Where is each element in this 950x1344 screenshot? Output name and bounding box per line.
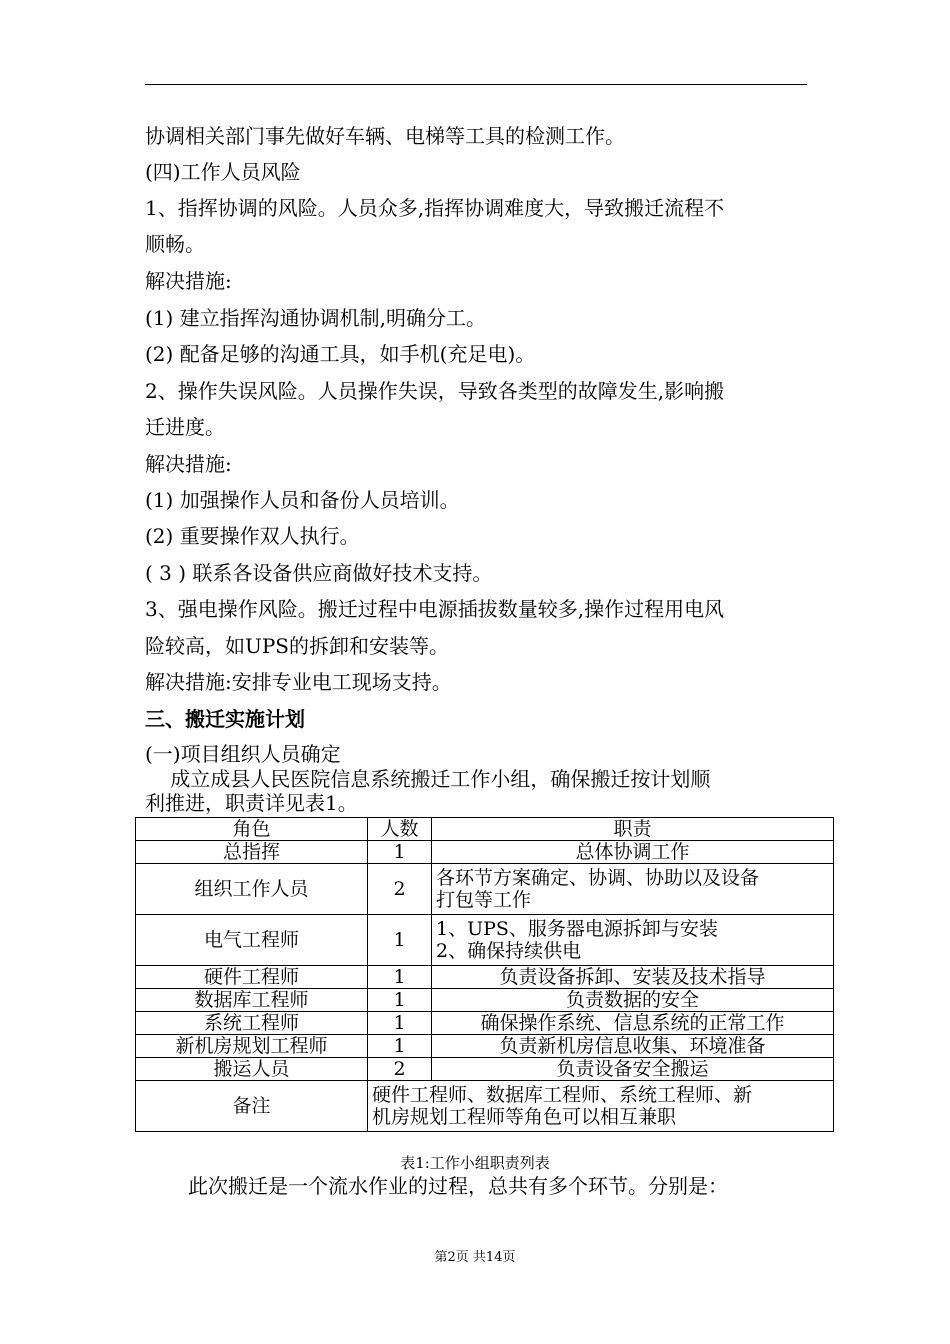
body-line: 解决措施:: [145, 452, 232, 476]
table-header-row: [136, 818, 834, 841]
table-row: [136, 864, 834, 915]
count-cell: 1: [368, 1035, 432, 1058]
table-row: [136, 1012, 834, 1035]
role-cell: 电气工程师: [136, 915, 368, 966]
body-line: (2) 配备足够的沟通工具，如手机(充足电)。: [145, 342, 536, 366]
table-row: [136, 989, 834, 1012]
note-line: 机房规划工程师等角色可以相互兼职: [372, 1106, 677, 1128]
subsection-heading: (四)工作人员风险: [145, 160, 301, 184]
count-cell: 1: [368, 841, 432, 864]
duty-line: 1、UPS、服务器电源拆卸与安装: [436, 918, 718, 940]
body-line: 解决措施:安排专业电工现场支持。: [145, 670, 452, 694]
duty-table: [135, 817, 834, 1132]
section-heading: 三、搬迁实施计划: [145, 707, 305, 731]
note-label-cell: 备注: [136, 1081, 368, 1132]
body-line: 顺畅。: [145, 232, 205, 256]
role-cell: 系统工程师: [136, 1012, 368, 1035]
duty-cell: 总体协调工作: [432, 841, 834, 864]
count-cell: 2: [368, 864, 432, 915]
table-header-duty: 职责: [432, 818, 834, 841]
table-header-role: 角色: [136, 818, 368, 841]
table-row: [136, 915, 834, 966]
table-header-count: 人数: [368, 818, 432, 841]
role-cell: 搬运人员: [136, 1058, 368, 1081]
count-cell: 1: [368, 1012, 432, 1035]
duty-cell: 负责设备拆卸、安装及技术指导: [432, 966, 834, 989]
body-line: 迁进度。: [145, 415, 225, 439]
note-cell: [368, 1081, 834, 1132]
duty-cell: 负责新机房信息收集、环境准备: [432, 1035, 834, 1058]
duty-cell: 负责设备安全搬运: [432, 1058, 834, 1081]
table-caption: 表1:工作小组职责列表: [400, 1154, 550, 1172]
body-line: 1、指挥协调的风险。人员众多,指挥协调难度大，导致搬迁流程不: [145, 196, 725, 220]
body-line: 协调相关部门事先做好车辆、电梯等工具的检测工作。: [145, 124, 625, 148]
body-line: 解决措施:: [145, 269, 232, 293]
table-note-row: [136, 1081, 834, 1132]
body-line: (1) 建立指挥沟通协调机制,明确分工。: [145, 306, 487, 330]
table-row: [136, 841, 834, 864]
duty-line: 2、确保持续供电: [436, 940, 582, 962]
duty-cell: 负责数据的安全: [432, 989, 834, 1012]
body-line: (1) 加强操作人员和备份人员培训。: [145, 488, 460, 512]
closing-line: 此次搬迁是一个流水作业的过程，总共有多个环节。分别是：: [188, 1174, 728, 1198]
body-line: 险较高，如UPS的拆卸和安装等。: [145, 634, 450, 658]
note-line: 硬件工程师、数据库工程师、系统工程师、新: [372, 1084, 753, 1106]
count-cell: 2: [368, 1058, 432, 1081]
table-row: [136, 966, 834, 989]
body-line: 2、操作失误风险。人员操作失误，导致各类型的故障发生,影响搬: [145, 379, 725, 403]
header-rule: [145, 84, 807, 85]
subheading: (一)项目组织人员确定: [145, 742, 341, 766]
body-line: 3、强电操作风险。搬迁过程中电源插拔数量较多,操作过程用电风: [145, 597, 725, 621]
duty-cell: 确保操作系统、信息系统的正常工作: [432, 1012, 834, 1035]
duty-line: 打包等工作: [436, 889, 532, 911]
count-cell: 1: [368, 915, 432, 966]
duty-cell: [432, 864, 834, 915]
table-row: [136, 1035, 834, 1058]
table-row: [136, 1058, 834, 1081]
body-line: ( 3 ) 联系各设备供应商做好技术支持。: [145, 561, 493, 585]
intro-line: 成立成县人民医院信息系统搬迁工作小组，确保搬迁按计划顺: [145, 767, 711, 791]
role-cell: 新机房规划工程师: [136, 1035, 368, 1058]
role-cell: 硬件工程师: [136, 966, 368, 989]
count-cell: 1: [368, 989, 432, 1012]
role-cell: 数据库工程师: [136, 989, 368, 1012]
role-cell: 总指挥: [136, 841, 368, 864]
count-cell: 1: [368, 966, 432, 989]
body-line: (2) 重要操作双人执行。: [145, 524, 360, 548]
role-cell: 组织工作人员: [136, 864, 368, 915]
duty-line: 各环节方案确定、协调、协助以及设备: [436, 867, 760, 889]
intro-line: 利推进，职责详见表1。: [145, 791, 358, 815]
page-footer: 第2页 共14页: [434, 1250, 516, 1265]
duty-cell: [432, 915, 834, 966]
